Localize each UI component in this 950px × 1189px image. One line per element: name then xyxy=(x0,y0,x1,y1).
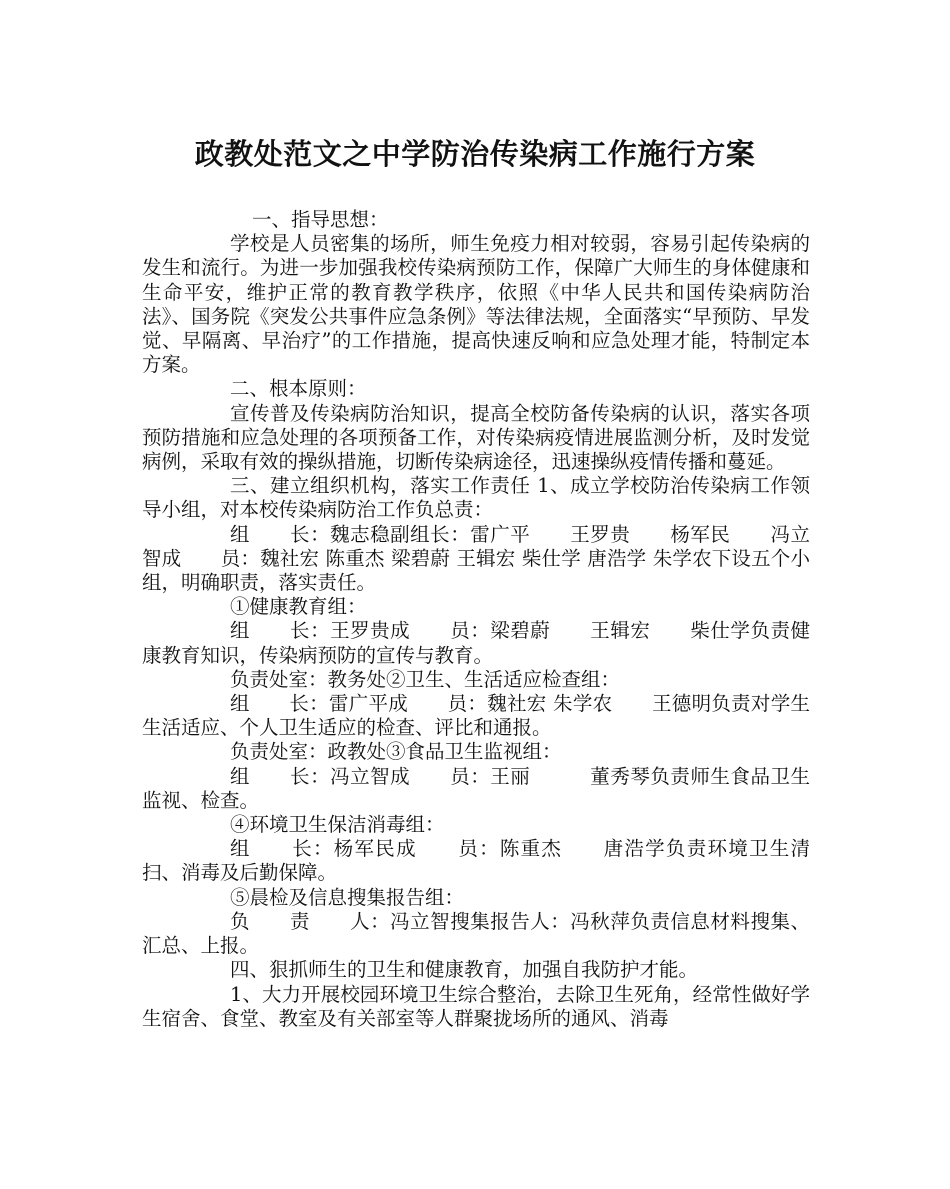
paragraph: 负责处室：政教处③食品卫生监视组： xyxy=(230,740,562,764)
subgroup-heading: ①健康教育组： xyxy=(230,595,367,619)
paragraph: 组 长：杨军民成 员：陈重杰 唐浩学负责环境卫生清扫、消毒及后勤保障。 xyxy=(142,837,810,885)
paragraph: 学校是人员密集的场所，师生免疫力相对较弱，容易引起传染病的发生和流行。为进一步加强我校传染病预防工作，保障广大师生的身体健康和生命平安，维护正常的教育教学秩序，依照《中华人民共和国传染病防治法》、国务院《突发公共事件应急条例》等法律法规，全面落实“早预防、早发觉、早隔离、早治疗”的工作措施，提高快速反响和应急处理才能，特制定本方案。 xyxy=(142,232,810,377)
paragraph: 组 长：魏志稳副组长：雷广平 王罗贵 杨军民 冯立智成 员：魏社宏 陈重杰 梁碧蔚 王辑宏 柴仕学 唐浩学 朱学农下设五个小组，明确职责，落实责任。 xyxy=(142,522,810,595)
document-title: 政教处范文之中学防治传染病工作施行方案 xyxy=(194,137,756,171)
heading-health-education: 四、狠抓师生的卫生和健康教育，加强自我防护才能。 xyxy=(230,958,699,982)
paragraph: 组 长：王罗贵成 员：梁碧蔚 王辑宏 柴仕学负责健康教育知识，传染病预防的宣传与教育。 xyxy=(142,619,810,667)
heading-guiding-ideology: 一、指导思想： xyxy=(252,208,389,231)
subgroup-heading: ⑤晨检及信息搜集报告组： xyxy=(230,885,465,909)
document-body xyxy=(142,208,810,1031)
subgroup-heading: ④环境卫生保洁消毒组： xyxy=(230,813,445,837)
paragraph: 组 长：雷广平成 员：魏社宏 朱学农 王德明负责对学生生活适应、个人卫生适应的检查、评比和通报。 xyxy=(142,692,810,740)
paragraph: 负责处室：教务处②卫生、生活适应检查组： xyxy=(230,667,621,691)
paragraph: 宣传普及传染病防治知识，提高全校防备传染病的认识，落实各项预防措施和应急处理的各项预备工作，对传染病疫情进展监测分析，及时发觉病例，采取有效的操纵措施，切断传染病途径，迅速操纵疫情传播和蔓延。 xyxy=(142,401,810,474)
paragraph: 组 长：冯立智成 员：王丽 董秀琴负责师生食品卫生监视、检查。 xyxy=(142,764,810,812)
paragraph: 负 责 人：冯立智搜集报告人：冯秋萍负责信息材料搜集、汇总、上报。 xyxy=(142,909,810,958)
heading-organization: 三、建立组织机构，落实工作责任 1、成立学校防治传染病工作领导小组，对本校传染病防治工作负总责： xyxy=(142,474,810,522)
paragraph: 1、大力开展校园环境卫生综合整治，去除卫生死角，经常性做好学生宿舍、食堂、教室及有关部室等人群聚拢场所的通风、消毒 xyxy=(142,982,810,1030)
heading-basic-principles: 二、根本原则： xyxy=(230,377,367,401)
